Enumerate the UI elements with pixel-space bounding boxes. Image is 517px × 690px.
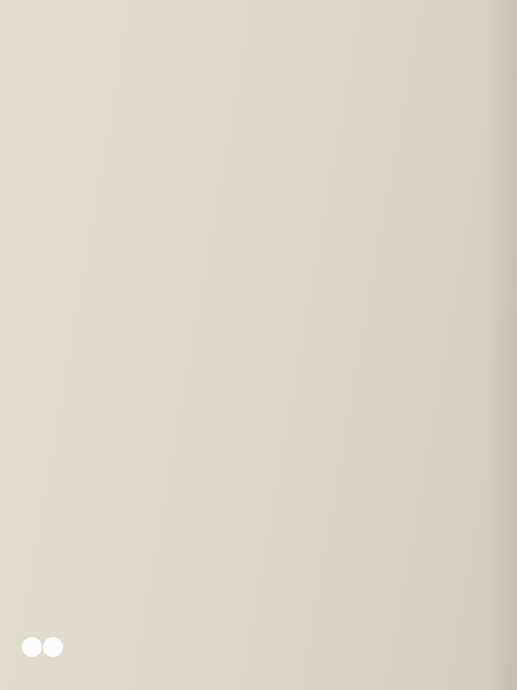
camera-watermark: [22, 637, 70, 659]
page-edge-shadow: [487, 0, 517, 690]
table-of-contents: [44, 66, 492, 68]
camera-logo-icon: [22, 637, 64, 659]
